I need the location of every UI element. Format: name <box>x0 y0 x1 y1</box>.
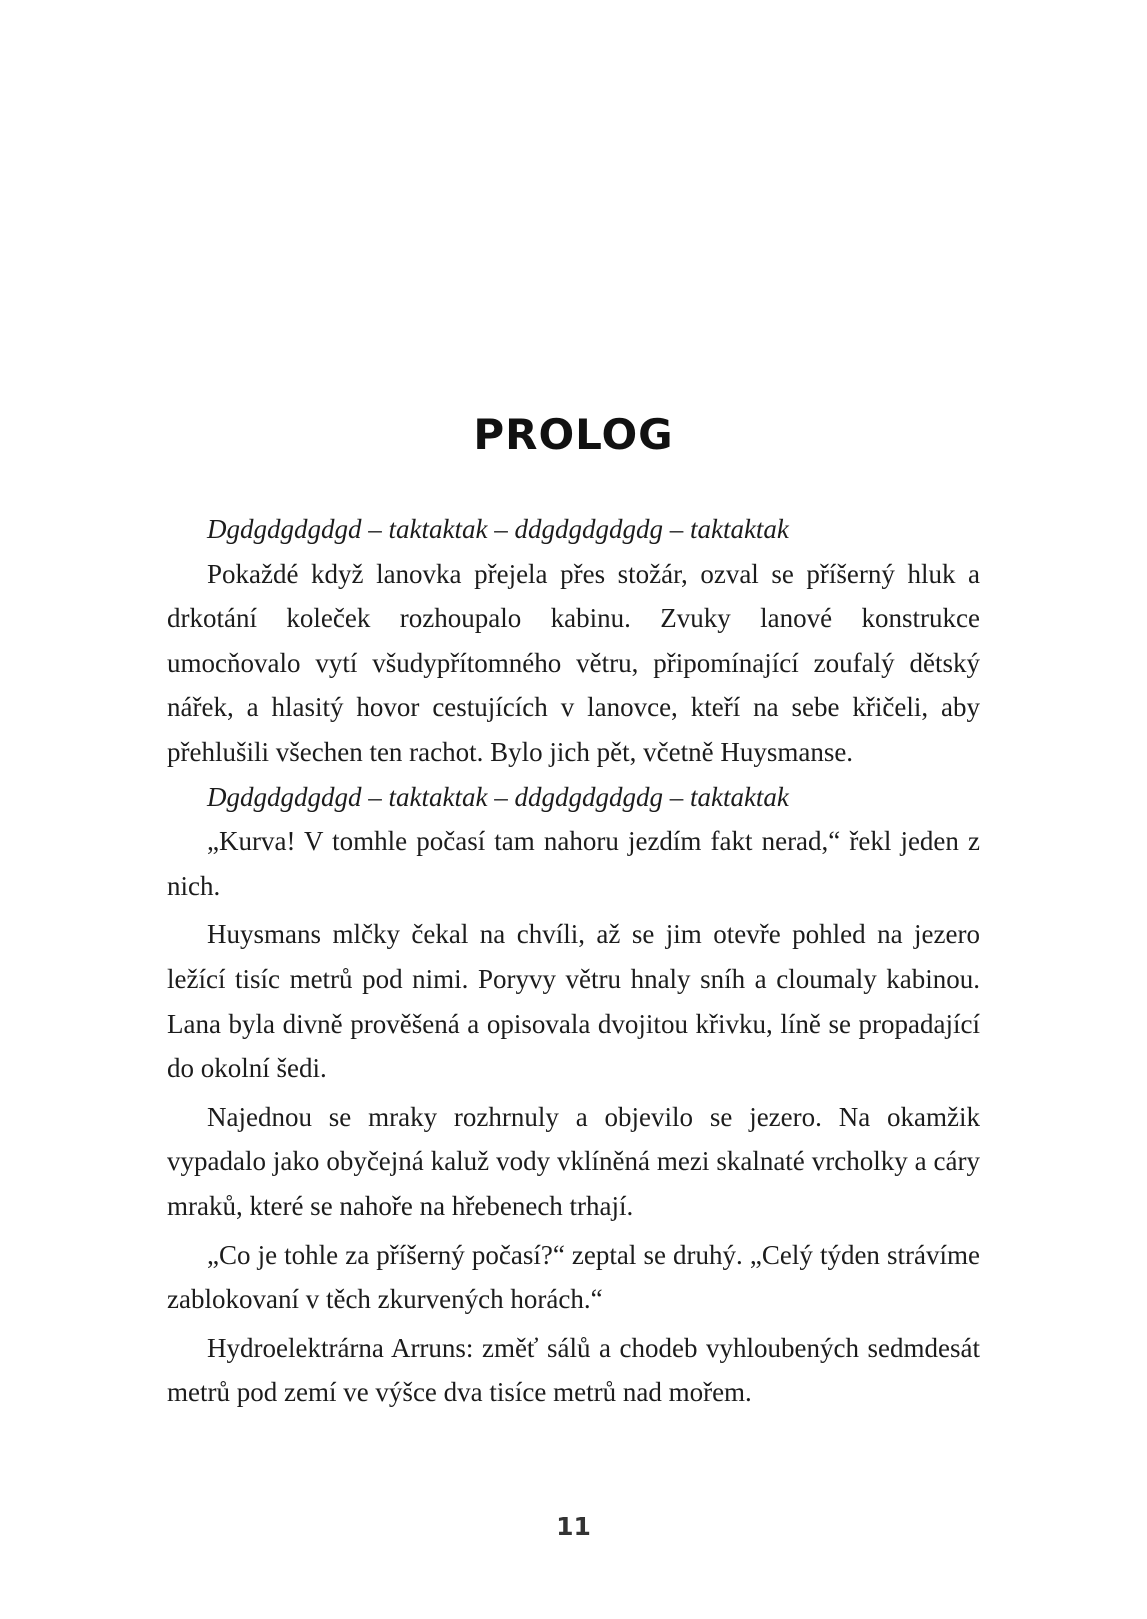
paragraph-onomatopoeia-2: Dgdgdgdgdgd – taktaktak – ddgdgdgdgdg – taktaktak <box>207 781 789 812</box>
paragraph: Najednou se mraky rozhrnuly a objevilo se jezero. Na okamžik vypadalo jako obyčejná kaluž vody vklíněná mezi skalnaté vrcholky a cáry mraků, které se nahoře na hřebenech trhají. <box>167 1101 980 1221</box>
body-text <box>167 507 980 1415</box>
paragraph: Pokaždé když lanovka přejela přes stožár, ozval se příšerný hluk a drkotání koleček rozhoupalo kabinu. Zvuky lanové konstrukce umocňovalo vytí všudypřítomného větru, připomínající zoufalý dětský nářek, a hlasitý hovor cestujících v lanovce, kteří na sebe křičeli, aby přehlušili všechen ten rachot. Bylo jich pět, včetně Huysmanse. <box>167 558 980 767</box>
chapter-title: PROLOG <box>473 410 674 459</box>
paragraph: „Co je tohle za příšerný počasí?“ zeptal se druhý. „Celý týden strávíme zablokovaní v těch zkurvených horách.“ <box>167 1239 980 1315</box>
paragraph-onomatopoeia-1: Dgdgdgdgdgd – taktaktak – ddgdgdgdgdg – taktaktak <box>207 514 789 544</box>
paragraph: Huysmans mlčky čekal na chvíli, až se jim otevře pohled na jezero ležící tisíc metrů pod nimi. Poryvy větru hnaly sníh a cloumaly kabinou. Lana byla divně prověšená a opisovala dvojitou křivku, líně se propadající do okolní šedi. <box>167 919 980 1084</box>
paragraph: „Kurva! V tomhle počasí tam nahoru jezdím fakt nerad,“ řekl jeden z nich. <box>167 826 980 901</box>
paragraph: Hydroelektrárna Arruns: změť sálů a chodeb vyhloubených sedmdesát metrů pod zemí ve výšce dva tisíce metrů nad mořem. <box>167 1332 980 1408</box>
page-number: 11 <box>556 1512 591 1541</box>
